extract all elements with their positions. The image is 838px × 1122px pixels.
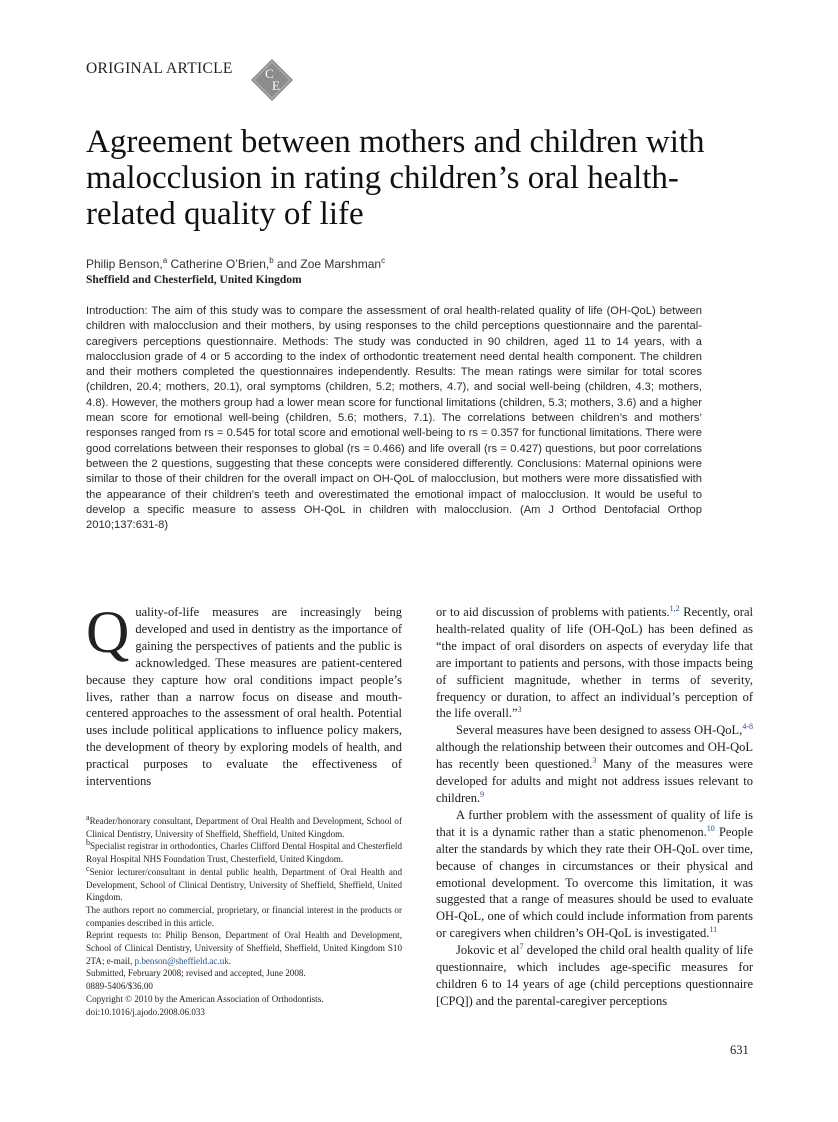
paragraph-text: People alter the standards by which they rate their OH-QoL over time, because of changes in circumstances or their physical and emotional development. To overcome this limitation, it was suggested that a range of measures should be used to evaluate OH-QoL, one of which could include information from parents or caregivers when children’s OH-QoL is investigated. — [436, 824, 753, 941]
body-paragraph — [86, 599, 402, 790]
citation-ref[interactable]: 4-8 — [742, 722, 753, 732]
footnote-c — [86, 863, 402, 904]
author-affil-mark: c — [381, 256, 386, 265]
footnote-a — [86, 812, 402, 840]
citation-ref[interactable]: 3 — [517, 705, 522, 715]
reprint-requests — [86, 929, 402, 967]
footnote-mark: a — [86, 812, 90, 822]
author-name: Catherine O’Brien, — [167, 257, 270, 271]
article-title: Agreement between mothers and children with malocclusion in rating children’s oral health-related quality of life — [86, 124, 705, 232]
paragraph-text: or to aid discussion of problems with patients. — [436, 605, 670, 619]
author-list — [86, 256, 385, 271]
interest-statement: The authors report no commercial, proprietary, or financial interest in the products or companies described in this article. — [86, 904, 402, 928]
paragraph-text: although the relationship between their outcomes and OH-QoL has recently been questioned. — [436, 740, 753, 772]
email-link[interactable]: p.benson@sheffield.ac.uk — [134, 955, 229, 966]
footnote-mark: c — [86, 863, 90, 873]
footnotes — [86, 812, 402, 1018]
citation-ref[interactable]: 1,2 — [669, 603, 680, 613]
citation-ref[interactable]: 9 — [480, 789, 485, 799]
footnote-text: Senior lecturer/consultant in dental public health, Department of Oral Health and Development, School of Clinical Dentistry, University of Sheffield, Sheffield, United Kingdom. — [86, 866, 402, 903]
citation-ref[interactable]: 11 — [709, 925, 718, 935]
footnote-mark: b — [86, 838, 90, 848]
reprint-end: . — [228, 955, 232, 966]
author-affil-mark: b — [269, 256, 274, 265]
body-column-left — [86, 599, 402, 790]
body-paragraph — [436, 807, 753, 942]
doi: doi:10.1016/j.ajodo.2008.06.033 — [86, 1006, 205, 1017]
abstract: Introduction: The aim of this study was to compare the assessment of oral health-related quality of life (OH-QoL) between children with malocclusion and their mothers, by using responses to the child perceptions questionnaire and the parental-caregivers perceptions questionnaire. Methods: The study was conducted in 90 children, aged 11 to 14 years, with a malocclusion grade of 4 or 5 according to the index of orthodontic treatement need dental health component. The children and their mothers completed the questionnaires independently. Results: The mean ratings were similar for total scores (children, 20.4; mothers, 20.1), oral symptoms (children, 5.2; mothers, 4.7), and social well-being (children, 4.3; mothers, 4.8). However, the mothers group had a lower mean score for functional limitations (children, 5.3; mothers, 3.6) and a higher mean score for emotional well-being (children, 5.6; mothers, 7.1). The correlations between children’s and mothers’ responses ranged from rs = 0.545 for total score and emotional well-being to rs = 0.357 for functional limitations. There were good correlations between their responses to global (rs = 0.466) and life overall (rs = 0.427) questions, but poor correlations between the 2 questions, suggesting that these concepts were considered differently. Conclusions: Maternal opinions were similar to those of their children for the overall impact on OH-QoL of malocclusion, but mothers were more dissatisfied with the appearance of their children’s teeth and overestimated the emotional impact of malocclusion. It would be useful to develop a specific measure to assess OH-QoL in children with malocclusion. (Am J Orthod Dentofacial Orthop 2010;137:631-8) — [86, 305, 702, 532]
issn: 0889-5406/$36.00 — [86, 981, 153, 992]
drop-cap: Q — [86, 599, 130, 665]
author-affil-mark: a — [162, 256, 168, 265]
author-name: and Zoe Marshman — [273, 257, 382, 271]
badge-letter-e: E — [272, 78, 280, 93]
copyright: Copyright © 2010 by the American Association of Orthodontists. — [86, 993, 324, 1004]
paragraph-text: Recently, oral health-related quality of life (OH-QoL) has been defined as “the impact of oral disorders on aspects of everyday life that are important to patients and persons, with those impacts being of sufficient magnitude, whether in terms of severity, frequency or duration, to affect an individual’s perception of the life overall.” — [436, 605, 753, 721]
footnote-text: Reader/honorary consultant, Department of Oral Health and Development, School of Clinical Dentistry, University of Sheffield, Sheffield, United Kingdom. — [86, 816, 402, 839]
submission-dates: Submitted, February 2008; revised and accepted, June 2008. — [86, 968, 306, 979]
author-name: Philip Benson, — [86, 257, 163, 271]
body-paragraph — [436, 604, 753, 722]
paragraph-text: Jokovic et al — [456, 943, 520, 958]
affiliation: Sheffield and Chesterfield, United Kingdom — [86, 274, 302, 286]
body-column-right — [436, 604, 753, 1010]
citation-ref[interactable]: 3 — [592, 756, 597, 765]
paragraph-text: A further problem with the assessment of quality of life is that it is a dynamic rather than a static phenomenon. — [436, 807, 753, 839]
paragraph-text: uality-of-life measures are increasingly being developed and used in dentistry as the importance of gaining the perspectives of patients and the public is acknowledged. These measures are patient-centered because they capture how oral conditions impact people’s lives, rather than a narrow focus on disease and mouth-centered approaches to the assessment of oral health. Potential uses include political applications to influence policy makers, the development of theory by exploring models of health, and practical purposes to evaluate the effectiveness of interventions — [86, 605, 402, 789]
citation-ref[interactable]: 7 — [519, 941, 524, 951]
body-paragraph — [436, 942, 753, 1010]
paragraph-text: Several measures have been designed to assess OH-QoL, — [456, 723, 743, 738]
footnote-b — [86, 840, 402, 865]
citation-ref[interactable]: 10 — [706, 823, 715, 833]
body-paragraph — [436, 722, 753, 807]
badge-letter-c: C — [265, 66, 274, 81]
paragraph-text: Many of the measures were developed for adults and might not address issues relevant to children. — [436, 757, 753, 805]
ce-badge-icon — [250, 58, 294, 102]
section-label: ORIGINAL ARTICLE — [86, 60, 233, 77]
reprint-text: Reprint requests to: Philip Benson, Department of Oral Health and Development, School of Clinical Dentistry, University of Sheffield, Sheffield, United Kingdom S10 2TA; e-mail, — [86, 930, 402, 966]
paragraph-text: developed the child oral health quality of life questionnaire, which includes age-specific measures for children 6 to 14 years of age (child perceptions questionnaire [CPQ]) and the parental-caregiver perceptions — [436, 943, 753, 1008]
page-number: 631 — [730, 1043, 749, 1057]
footnote-text: Specialist registrar in orthodontics, Charles Clifford Dental Hospital and Chesterfield Royal Hospital NHS Foundation Trust, Chesterfield, United Kingdom. — [86, 841, 402, 865]
